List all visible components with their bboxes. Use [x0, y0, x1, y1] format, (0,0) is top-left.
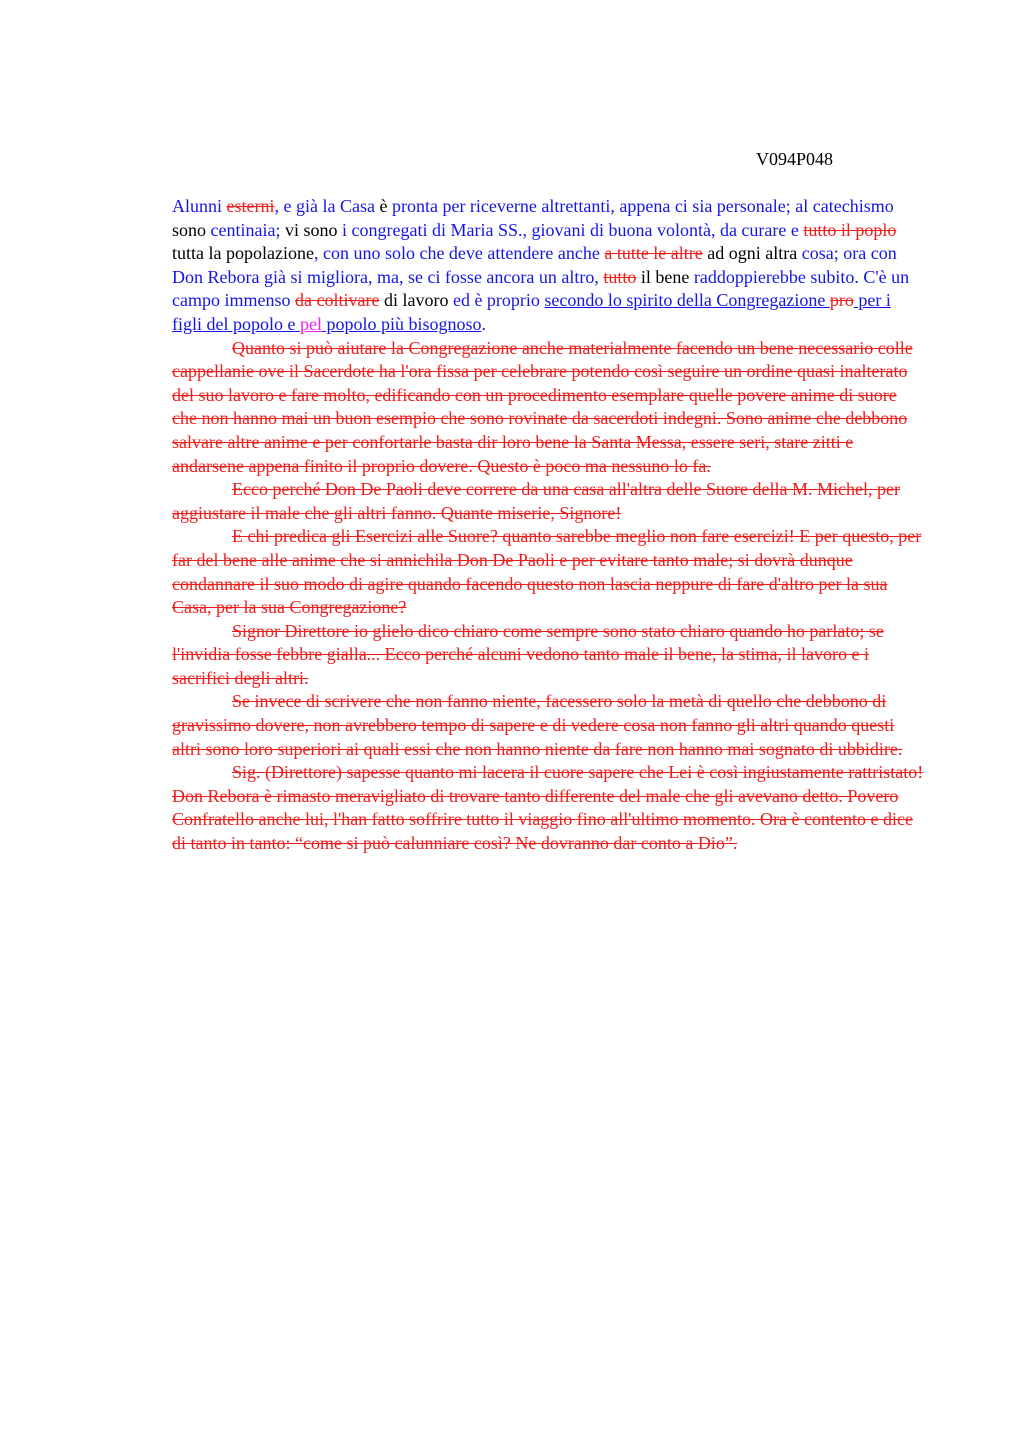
opening-paragraph — [172, 195, 924, 337]
text-run: di lavoro — [379, 290, 453, 311]
deleted-text-run: a tutte le altre — [604, 243, 703, 264]
text-run: tutta la popolazione — [172, 243, 314, 264]
deleted-text-run: da coltivare — [294, 290, 380, 311]
underlined-text-run: popolo più bisognoso — [321, 313, 482, 334]
text-run: vi sono — [284, 219, 342, 240]
text-run: , con uno solo che deve attendere anche — [313, 243, 605, 264]
text-run: centinaia; — [210, 219, 285, 240]
underlined-text-run: secondo lo spirito della Congregazione — [544, 290, 830, 311]
deleted-text-run: tutto il poplo — [803, 219, 897, 240]
text-run: ad ogni altra — [702, 243, 802, 264]
page-id: V094P048 — [756, 149, 834, 169]
text-run: ed è proprio — [452, 290, 545, 311]
text-run: pronta per riceverne altrettanti, appena ci sia personale; al catechismo — [391, 196, 894, 216]
struck-paragraph: Quanto si può aiutare la Congregazione anche materialmente facendo un bene necessario colle cappellanie ove il Sacerdote ha l'ora fissa per celebrare potendo così seguire un ordine quasi inalterato del suo lavoro e fare molto, edificando con un procedimento esemplare quelle povere anime di suore che non hanno mai un buon esempio che sono rovinate da sacerdoti indegni. Sono anime che debbono salvare altre anime e per confortarle basta dir loro bene la Santa Messa, essere seri, stare zitti e andarsene appena finito il proprio dovere. Questo è poco ma nessuno lo fa. — [172, 337, 913, 476]
text-run: sono — [172, 219, 211, 240]
struck-paragraph: Se invece di scrivere che non fanno niente, facessero solo la metà di quello che debbono di gravissimo dovere, non avrebbero tempo di sapere e di vedere cosa non fanno gli altri quando questi altri sono loro superiori ai quali essi che non hanno niente da fare non hanno mai sognato di ubbidire. — [172, 691, 903, 759]
underlined-text-run: per i figli del popolo e — [172, 290, 891, 334]
text-run: cosa; ora con Don Rebora già si migliora, ma, se ci fosse ancora un altro, — [172, 243, 897, 287]
struck-paragraph: Ecco perché Don De Paoli deve correre da una casa all'altra delle Suore della M. Michel, per aggiustare il male che gli altri fanno. Quante miserie, Signore! — [172, 479, 900, 523]
deleted-text-run: pro — [829, 290, 854, 311]
text-run: è — [379, 196, 392, 216]
document-body — [172, 195, 924, 856]
underlined-text-run: pel — [299, 313, 322, 334]
text-run: il bene — [636, 266, 694, 287]
text-run: raddoppierebbe subito. C'è un campo immenso — [172, 266, 910, 311]
text-run: i congregati di Maria SS., giovani di buona volontà, da curare e — [342, 219, 804, 240]
text-run: . — [481, 313, 486, 334]
struck-paragraph: Sig. (Direttore) sapesse quanto mi lacera il cuore sapere che Lei è così ingiustamente rattristato! Don Rebora è rimasto meravigliato di trovare tanto differente del male che gli avevano detto. Povero Confratello anche lui, l'han fatto soffrire tutto il viaggio fino all'ultimo momento. Ora è contento e dice di tanto in tanto: “come si può calunniare così? Ne dovranno dar conto a Dio”. — [172, 762, 924, 854]
deleted-text-run: tutto — [603, 266, 637, 287]
struck-paragraph: E chi predica gli Esercizi alle Suore? quanto sarebbe meglio non fare esercizi! E per questo, per far del bene alle anime che si annichila Don De Paoli e per evitare tanto male; si dovrà dunque condannare il suo modo di agire quando facendo questo non lascia neppure di fare d'altro per la sua Casa, per la sua Congregazione? — [172, 526, 922, 618]
struck-paragraph: Signor Direttore io glielo dico chiaro come sempre sono stato chiaro quando ho parlato; se l'invidia fosse febbre gialla... Ecco perché alcuni vedono tanto male il bene, la stima, il lavoro e i sacrifici degli altri. — [172, 620, 884, 688]
text-run: , e già la Casa — [274, 196, 380, 216]
text-run: Alunni — [172, 196, 227, 216]
deleted-text-run: esterni — [226, 196, 275, 216]
